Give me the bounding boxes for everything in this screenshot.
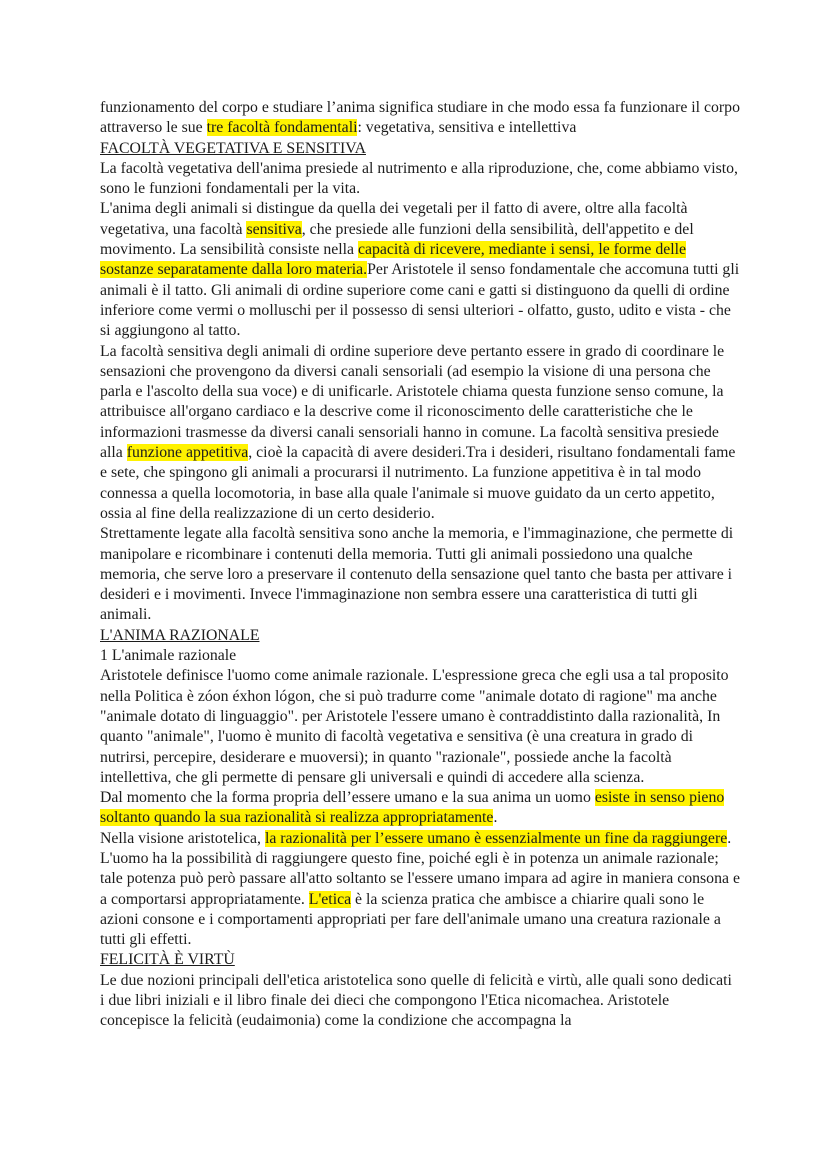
highlighted-text: la razionalità per l’essere umano è essenzialmente un fine da raggiungere <box>264 829 728 847</box>
text-segment: 1 L'animale razionale <box>100 647 237 665</box>
text-segment: Le due nozioni principali dell'etica aristotelica sono quelle di felicità e virtù, alle quali sono dedicati i due libri iniziali e il libro finale dei dieci che compongono l'Etica nicomachea. Aristotele concepisce la felicità (eudaimonia) come la condizione che accompagna la <box>100 971 732 1030</box>
body-paragraph <box>100 788 740 829</box>
section-heading <box>100 139 740 159</box>
body-paragraph <box>100 159 740 200</box>
body-paragraph <box>100 524 740 625</box>
highlighted-text: tre facoltà fondamentali <box>206 119 358 137</box>
text-segment: , che presiede alle funzioni della sensibilità, dell'appetito e del movimento. La sensibilità consiste nella <box>100 220 694 259</box>
highlighted-text: esiste in senso pieno soltanto quando la sua razionalità si realizza appropriatamente <box>100 789 725 827</box>
highlighted-text: sensitiva <box>246 220 302 238</box>
text-segment: Nella visione aristotelica, <box>100 829 265 847</box>
text-segment: Per Aristotele il senso fondamentale che accomuna tutti gli animali è il tatto. Gli animali di ordine superiore come cani e gatti si distinguono da quelli di ordine inferiore come vermi o molluschi per il possesso di sensi ulteriori - olfatto, gusto, udito e vista - che si aggiungono al tatto. <box>100 261 740 340</box>
text-segment: FELICITÀ È VIRTÙ <box>100 951 235 969</box>
section-heading <box>100 950 740 970</box>
text-segment: La facoltà vegetativa dell'anima presiede al nutrimento e alla riproduzione, che, come abbiamo visto, sono le funzioni fondamentali per la vita. <box>100 159 738 198</box>
section-heading <box>100 626 740 646</box>
body-paragraph <box>100 199 740 341</box>
text-segment: funzionamento del corpo e studiare l’anima significa studiare in che modo essa fa funzionare il corpo attraverso le sue <box>100 99 740 137</box>
text-segment: L'anima degli animali si distingue da quella dei vegetali per il fatto di avere, oltre alla facoltà vegetativa, una facoltà <box>100 200 688 238</box>
highlighted-text: capacità di ricevere, mediante i sensi, le forme delle sostanze separatamente dalla loro materia. <box>100 241 687 279</box>
highlighted-text: funzione appetitiva <box>126 444 249 462</box>
text-segment: . L'uomo ha la possibilità di raggiungere questo fine, poiché egli è in potenza un animale razionale; tale potenza può però passare all'atto soltanto se l'essere umano impara ad agire in maniera consona e a comportarsi appropriatamente. <box>100 829 740 908</box>
body-paragraph <box>100 98 740 139</box>
text-segment: Dal momento che la forma propria dell’essere umano e la sua anima un uomo <box>100 789 595 807</box>
highlighted-text: L'etica <box>308 890 352 908</box>
text-segment: , cioè la capacità di avere desideri.Tra i desideri, risultano fondamentali fame e sete, che spingono gli animali a procurarsi il nutrimento. La funzione appetitiva è in tal modo connessa a quella locomotoria, in base alla quale l'animale si muove guidato da un certo appetito, ossia al fine della realizzazione di un certo desiderio. <box>100 444 736 522</box>
document-body <box>100 98 740 1032</box>
text-segment: Strettamente legate alla facoltà sensitiva sono anche la memoria, e l'immaginazione, che permette di manipolare e ricombinare i contenuti della memoria. Tutti gli animali possiedono una qualche memoria, che serve loro a preservare il contenuto della sensazione quel tanto che basta per attivare i desideri e i movimenti. Invece l'immaginazione non sembra essere una caratteristica di tutti gli animali. <box>100 525 734 624</box>
text-segment: La facoltà sensitiva degli animali di ordine superiore deve pertanto essere in grado di coordinare le sensazioni che provengono da diversi canali sensoriali (ad esempio la visione di una persona che parla e l'ascolto della sua voce) e di unificarle. Aristotele chiama questa funzione senso comune, la attribuisce all'organo cardiaco e la descrive come il riconoscimento delle caratteristiche che le informazioni trasmesse da diversi canali sensoriali hanno in comune. La facoltà sensitiva presiede alla <box>100 342 725 462</box>
text-segment: : vegetativa, sensitiva e intellettiva <box>357 119 577 137</box>
body-paragraph <box>100 342 740 525</box>
text-segment: è la scienza pratica che ambisce a chiarire quali sono le azioni consone e i comportamenti appropriati per fare dell'animale umano una creatura razionale a tutti gli effetti. <box>100 890 721 949</box>
text-segment: L'ANIMA RAZIONALE <box>100 626 260 644</box>
text-segment: Aristotele definisce l'uomo come animale razionale. L'espressione greca che egli usa a tal proposito nella Politica è zóon éxhon lógon, che si può tradurre come "animale dotato di ragione" ma anche "animale dotato di linguaggio". per Aristotele l'essere umano è contraddistinto dalla razionalità, In quanto "animale", l'uomo è munito di facoltà vegetativa e sensitiva (è una creatura in grado di nutrirsi, percepire, desiderare e muoversi); in quanto "razionale", possiede anche la facoltà intellettiva, che gli permette di pensare gli universali e quindi di accedere alla scienza. <box>100 667 729 786</box>
body-paragraph <box>100 646 740 666</box>
text-segment: FACOLTÀ VEGETATIVA E SENSITIVA <box>100 139 366 157</box>
body-paragraph <box>100 666 740 788</box>
body-paragraph <box>100 829 740 951</box>
text-segment: . <box>493 809 498 827</box>
body-paragraph <box>100 971 740 1032</box>
